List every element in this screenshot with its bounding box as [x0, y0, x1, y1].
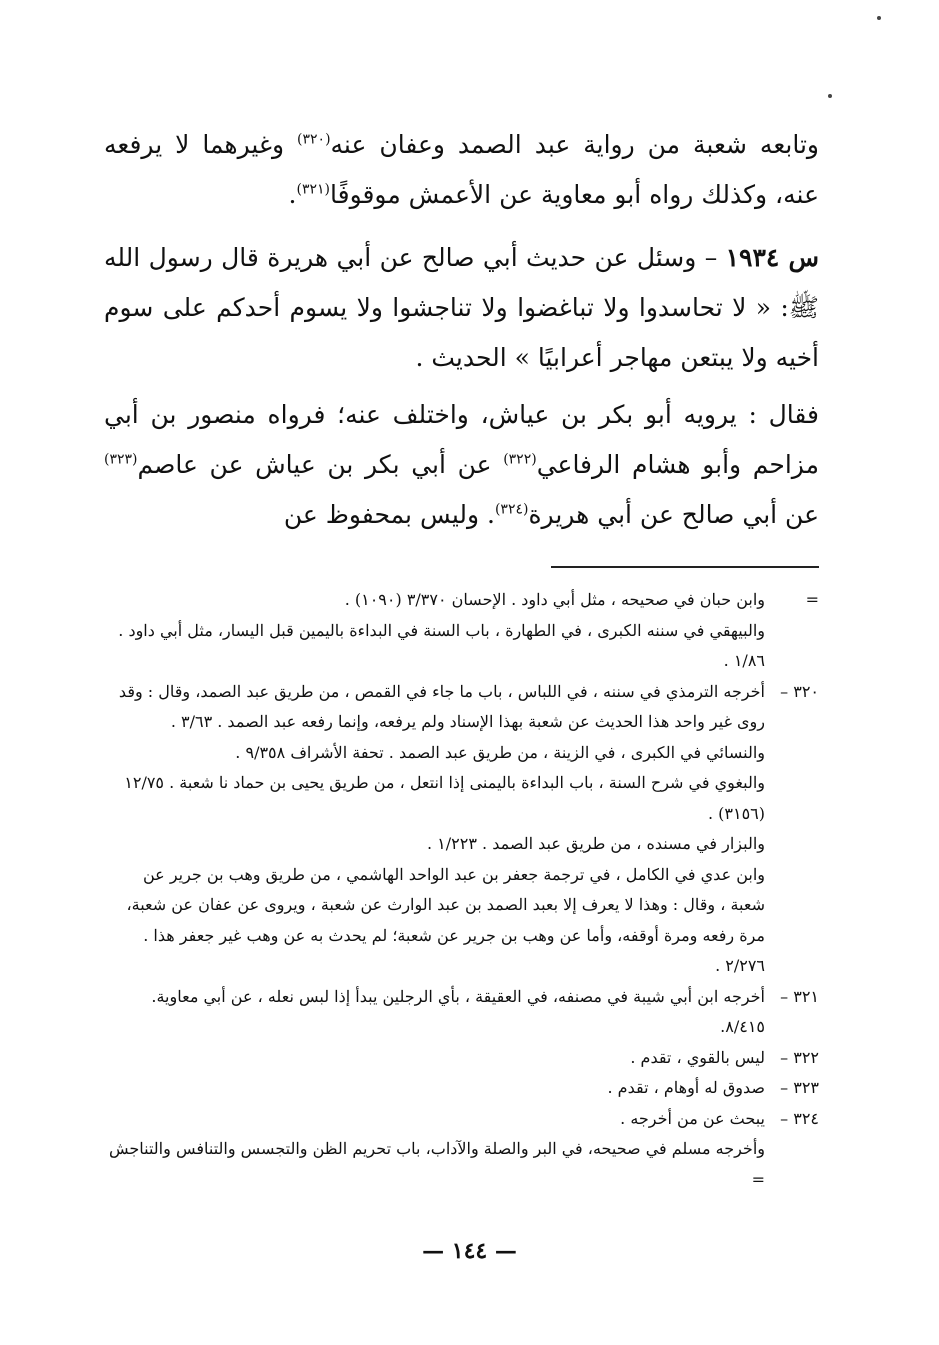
question-block [104, 233, 819, 383]
footnote-line: أخرجه ابن أبي شيبة في مصنفه، في العقيقة ، بأي الرجلين يبدأ إذا لبس نعله ، عن أبي معاوية. ٨/٤١٥. [151, 986, 765, 1036]
footnote-label: ٣٢١ – [780, 986, 819, 1006]
text-run: عن أبي صالح عن أبي هريرة [528, 500, 819, 529]
footnote-label: ٣٢٣ – [780, 1078, 819, 1097]
footnote-ref[interactable]: (٣٢٣) [104, 451, 138, 468]
footnote-separator [551, 566, 819, 568]
text-run: عن أبي بكر بن عياش عن عاصم [137, 450, 504, 479]
paragraph-3 [104, 390, 819, 540]
question-number: س ١٩٣٤ [725, 243, 819, 272]
text-run: . وليس بمحفوظ عن [283, 500, 495, 529]
footnote-label: ٣٢٤ – [780, 1108, 819, 1128]
footnote-line: والبغوي في شرح السنة ، باب البداءة باليمنى إذا انتعل ، من طريق يحيى بن حماد نا شعبة . ١٢/٧٥ (٣١٥٦) . [124, 773, 765, 823]
footnote-321 [104, 982, 819, 1043]
footnote-label: ٣٢٠ – [780, 681, 819, 701]
footnote-line: والبيهقي في سننه الكبرى ، في الطهارة ، باب السنة في البداءة باليمين قبل اليسار، مثل أبي داود . ١/٨٦ . [118, 620, 765, 670]
footnote-line: والنسائي في الكبرى ، في الزينة ، من طريق عبد الصمد . تحفة الأشراف ٩/٣٥٨ . [235, 742, 765, 762]
footnote-ref[interactable]: (٣٢١) [296, 181, 330, 198]
footnote-320 [104, 677, 819, 982]
footnote-ref[interactable]: (٣٢٢) [503, 451, 537, 468]
footnotes [104, 585, 819, 1195]
main-text [104, 120, 819, 220]
footnote-line: والبزار في مسنده ، من طريق عبد الصمد . ١/٢٢٣ . [427, 834, 765, 853]
footnote-line: صدوق له أوهام ، تقدم . [607, 1078, 765, 1097]
answer-block [104, 390, 819, 540]
footnote-line: يبحث عن من أخرجه . [620, 1108, 765, 1128]
footnote-322 [104, 1043, 819, 1074]
text-run: وغيرهما لا يرفعه عنه، وكذلك رواه أبو معاوية عن الأعمش موقوفًا [104, 130, 819, 209]
text-run: – وسئل عن حديث أبي صالح عن أبي هريرة قال رسول الله ﷺ: « لا تحاسدوا ولا تباغضوا ولا تناجشوا ولا يسوم أحدكم على سوم أخيه ولا يبتعن مهاجر أعرابيًا » الحديث . [104, 243, 819, 372]
footnote-line: وابن حبان في صحيحه ، مثل أبي داود . الإحسان ٣/٣٧٠ (١٠٩٠) . [344, 590, 765, 609]
text-run: وتابعه شعبة من رواية عبد الصمد وعفان عنه [330, 130, 819, 159]
footnote-324 [104, 1104, 819, 1196]
footnote-line: ليس بالقوي ، تقدم . [630, 1047, 765, 1067]
text-run: . [288, 180, 297, 209]
page-number: — ١٤٤ — [422, 1238, 517, 1264]
footnote-line: وأخرجه مسلم في صحيحه، في البر والصلة والآداب، باب تحريم الظن والتجسس والتنافس والتناجش = [108, 1139, 765, 1189]
text-run: فقال : يرويه أبو بكر بن عياش، واختلف عنه؛ فرواه منصور بن أبي مزاحم وأبو هشام الرفاعي [104, 400, 819, 479]
footnote-continued [104, 585, 819, 677]
paragraph-2 [104, 233, 819, 383]
footnote-ref[interactable]: (٣٢٠) [297, 131, 331, 148]
footnote-line: وابن عدي في الكامل ، في ترجمة جعفر بن عبد الواحد الهاشمي ، من طريق وهب بن جرير عن شعبة ، وقال : وهذا لا يعرف إلا بعبد الصمد بن عبد الوارث عن شعبة ، ويروى عن عفان عن شعبة، مرة رفعه ومرة أوقفه، وأما عن وهب بن جرير عن شعبة؛ لم يحدث به عن وهب غير جعفر هذا . ٢/٢٧٦ . [126, 864, 765, 975]
footnote-323 [104, 1073, 819, 1104]
footnote-ref[interactable]: (٣٢٤) [494, 501, 529, 518]
footnote-label: ٣٢٢ – [780, 1047, 819, 1067]
footnote-line: أخرجه الترمذي في سننه ، في اللباس ، باب ما جاء في القمص ، من طريق عبد الصمد، وقال : وقد روى غير واحد هذا الحديث عن شعبة بهذا الإسناد ولم يرفعه، وإنما رفعه عبد الصمد . ٣/٦٣ . [118, 681, 765, 731]
paragraph-1 [104, 120, 819, 220]
footnote-label: = [805, 590, 819, 609]
scan-speck [877, 16, 881, 20]
scan-speck [828, 94, 832, 98]
